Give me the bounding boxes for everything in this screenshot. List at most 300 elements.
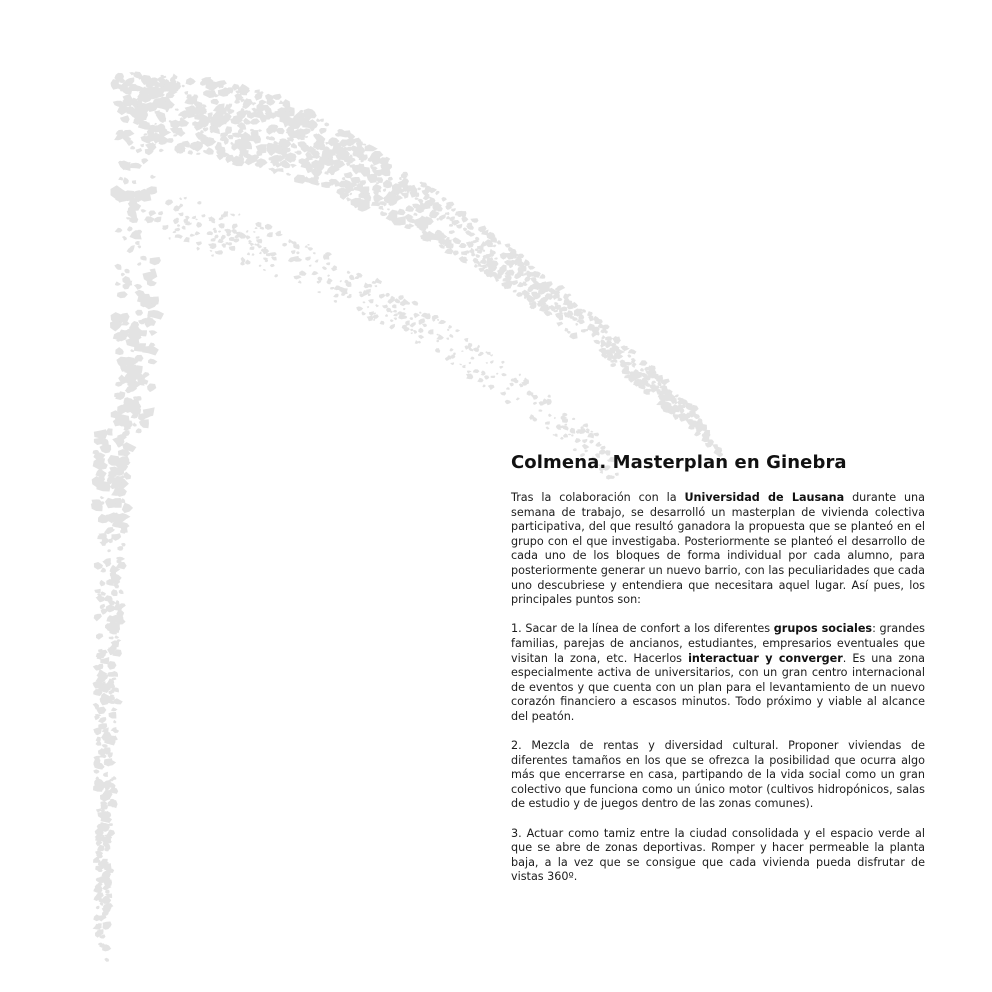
- splash-speck: [145, 216, 155, 223]
- splash-speck: [184, 91, 188, 95]
- splash-speck: [547, 395, 550, 398]
- splash-speck: [436, 340, 439, 342]
- splash-speck: [524, 259, 530, 266]
- splash-speck: [286, 131, 290, 134]
- splash-speck: [392, 304, 397, 308]
- splash-speck: [214, 235, 218, 239]
- splash-speck: [509, 383, 514, 387]
- splash-speck: [414, 313, 421, 318]
- text-block: [511, 452, 925, 900]
- splash-speck: [446, 338, 449, 340]
- splash-speck: [575, 323, 578, 326]
- splash-speck: [563, 426, 569, 431]
- splash-speck: [203, 90, 212, 96]
- splash-speck: [196, 222, 202, 228]
- splash-speck: [266, 253, 270, 256]
- splash-speck: [601, 335, 605, 340]
- splash-speck: [570, 428, 575, 434]
- splash-speck: [451, 208, 456, 212]
- splash-speck: [208, 243, 213, 247]
- splash-speck: [265, 224, 273, 230]
- splash-speck: [103, 772, 108, 777]
- splash-speck: [220, 131, 228, 137]
- splash-speck: [120, 115, 130, 123]
- splash-speck: [211, 99, 220, 105]
- splash-speck: [491, 376, 496, 379]
- splash-speck: [593, 433, 599, 437]
- splash-speck: [252, 253, 255, 256]
- splash-speck: [137, 245, 141, 248]
- splash-speck: [227, 135, 233, 139]
- splash-speck: [568, 434, 572, 436]
- splash-speck: [109, 636, 114, 639]
- splash-speck: [270, 264, 275, 267]
- splash-speck: [487, 352, 491, 355]
- splash-speck: [516, 397, 520, 400]
- splash-speck: [549, 288, 556, 294]
- splash-speck: [494, 257, 498, 259]
- paragraph-point-2: [511, 739, 925, 812]
- splash-speck: [259, 265, 262, 268]
- splash-speck: [501, 361, 504, 364]
- splash-speck: [179, 197, 182, 200]
- splash-speck: [399, 177, 402, 180]
- splash-speck: [419, 312, 421, 314]
- splash-speck: [475, 254, 480, 258]
- splash-speck: [382, 305, 388, 309]
- splash-speck: [422, 324, 427, 328]
- splash-speck: [327, 275, 330, 278]
- splash-speck: [253, 231, 256, 233]
- splash-speck: [111, 533, 121, 541]
- splash-speck: [159, 149, 164, 153]
- splash-speck: [192, 216, 197, 220]
- splash-speck: [124, 269, 129, 274]
- splash-speck: [463, 228, 467, 232]
- splash-speck: [246, 230, 249, 233]
- splash-speck: [104, 958, 109, 962]
- splash-speck: [452, 237, 461, 244]
- splash-speck: [140, 256, 146, 261]
- splash-speck: [471, 253, 475, 256]
- splash-speck: [456, 224, 462, 229]
- splash-speck: [311, 271, 318, 275]
- splash-speck: [186, 94, 192, 99]
- splash-speck: [496, 373, 498, 375]
- splash-speck: [380, 321, 385, 325]
- splash-speck: [249, 247, 254, 251]
- splash-speck: [114, 135, 123, 141]
- splash-speck: [241, 257, 246, 263]
- splash-speck: [519, 374, 521, 377]
- splash-speck: [439, 245, 445, 249]
- splash-speck: [123, 177, 129, 185]
- splash-speck: [484, 375, 489, 379]
- splash-speck: [505, 400, 512, 405]
- splash-speck: [678, 397, 682, 400]
- splash-speck: [500, 391, 506, 395]
- splash-speck: [503, 278, 509, 282]
- splash-speck: [149, 211, 157, 217]
- splash-speck: [418, 187, 422, 190]
- splash-speck: [317, 280, 321, 284]
- splash-speck: [506, 387, 510, 390]
- splash-speck: [600, 348, 606, 353]
- splash-speck: [567, 331, 571, 334]
- splash-speck: [226, 229, 232, 234]
- splash-speck: [232, 224, 238, 230]
- splash-speck: [182, 85, 185, 88]
- splash-speck: [184, 197, 187, 200]
- splash-speck: [123, 472, 131, 480]
- splash-speck: [490, 360, 494, 364]
- splash-speck: [143, 271, 158, 282]
- splash-speck: [324, 122, 329, 126]
- splash-speck: [248, 240, 251, 243]
- splash-speck: [298, 280, 302, 283]
- splash-speck: [387, 208, 390, 210]
- splash-speck: [100, 580, 106, 587]
- splash-speck: [353, 187, 360, 192]
- splash-speck: [263, 269, 266, 271]
- splash-speck: [448, 325, 452, 329]
- splash-speck: [600, 446, 605, 450]
- splash-speck: [258, 129, 262, 132]
- splash-speck: [569, 332, 577, 339]
- splash-speck: [317, 277, 322, 281]
- splash-speck: [109, 712, 117, 719]
- splash-speck: [349, 275, 354, 280]
- splash-speck: [413, 330, 418, 334]
- splash-speck: [122, 236, 127, 241]
- splash-speck: [588, 311, 593, 316]
- splash-speck: [169, 237, 171, 239]
- splash-speck: [98, 717, 106, 723]
- splash-speck: [130, 349, 134, 352]
- splash-speck: [573, 448, 577, 451]
- splash-speck: [140, 144, 144, 147]
- splash-speck: [527, 390, 533, 395]
- splash-speck: [96, 633, 103, 640]
- splash-speck: [111, 79, 120, 90]
- splash-speck: [561, 307, 568, 312]
- splash-speck: [409, 322, 416, 328]
- splash-speck: [202, 214, 206, 217]
- splash-speck: [611, 363, 617, 367]
- splash-speck: [296, 252, 299, 255]
- splash-speck: [351, 198, 362, 207]
- splash-speck: [453, 251, 459, 256]
- splash-speck: [115, 281, 121, 285]
- splash-speck: [177, 224, 180, 227]
- splash-speck: [477, 378, 483, 383]
- splash-speck: [245, 260, 251, 265]
- splash-speck: [415, 340, 419, 344]
- splash-speck: [238, 213, 241, 215]
- splash-speck: [309, 265, 312, 267]
- text-segment-bold: Universidad de Lausana: [684, 491, 845, 504]
- splash-speck: [294, 175, 307, 184]
- splash-speck: [347, 271, 351, 274]
- splash-speck: [100, 444, 112, 454]
- splash-speck: [294, 152, 297, 154]
- splash-speck: [196, 241, 202, 245]
- paragraph-point-3: [511, 827, 925, 885]
- splash-speck: [292, 256, 300, 261]
- splash-speck: [469, 233, 476, 237]
- splash-speck: [196, 153, 201, 155]
- splash-speck: [589, 440, 594, 444]
- splash-speck: [444, 249, 453, 255]
- splash-speck: [154, 123, 157, 125]
- splash-speck: [501, 373, 507, 376]
- splash-speck: [113, 720, 116, 724]
- splash-speck: [173, 231, 177, 233]
- text-segment: : grandes familias, parejas de ancianos, estudiantes, empresarios eventuales que visitan la zona, etc. Hacerlos: [511, 622, 925, 665]
- splash-speck: [389, 324, 395, 330]
- splash-speck: [418, 328, 423, 333]
- splash-speck: [359, 292, 363, 294]
- splash-speck: [211, 238, 216, 241]
- splash-speck: [364, 282, 370, 288]
- splash-speck: [221, 243, 226, 248]
- splash-speck: [587, 433, 594, 439]
- paragraph-intro: [511, 491, 925, 608]
- splash-speck: [363, 301, 366, 303]
- splash-speck: [100, 902, 104, 906]
- splash-speck: [528, 266, 536, 270]
- splash-speck: [533, 402, 537, 405]
- splash-speck: [210, 130, 213, 133]
- splash-speck: [136, 428, 142, 433]
- splash-speck: [196, 247, 200, 251]
- splash-speck: [450, 362, 454, 365]
- splash-speck: [141, 209, 147, 213]
- splash-speck: [290, 164, 297, 168]
- splash-speck: [374, 285, 377, 287]
- splash-speck: [461, 250, 468, 255]
- splash-speck: [127, 226, 133, 231]
- splash-speck: [500, 252, 507, 259]
- splash-speck: [459, 243, 467, 248]
- splash-speck: [118, 177, 123, 181]
- splash-speck: [393, 310, 397, 313]
- splash-speck: [548, 414, 552, 418]
- splash-speck: [135, 241, 140, 245]
- splash-speck: [373, 314, 379, 319]
- splash-speck: [260, 227, 264, 230]
- splash-speck: [473, 369, 480, 373]
- splash-speck: [267, 232, 273, 237]
- text-segment: 1. Sacar de la línea de confort a los diferentes: [511, 622, 774, 636]
- splash-speck: [370, 151, 384, 159]
- splash-speck: [209, 250, 212, 252]
- text-segment: . Es una zona especialmente activa de universitarios, con un gran centro internacional de eventos y que cuenta con un plan para el levantamiento de un nuevo corazón financiero a escasos minutos. Todo próximo y viable al alcance del peatón.: [511, 651, 926, 723]
- splash-speck: [499, 366, 503, 369]
- splash-speck: [133, 422, 137, 426]
- splash-speck: [565, 328, 569, 332]
- splash-speck: [117, 546, 123, 551]
- splash-speck: [305, 256, 310, 260]
- splash-speck: [447, 329, 449, 331]
- splash-speck: [459, 364, 462, 366]
- splash-speck: [111, 707, 118, 711]
- splash-speck: [102, 897, 112, 904]
- splash-speck: [462, 365, 466, 368]
- splash-speck: [369, 311, 374, 316]
- splash-speck: [143, 133, 147, 135]
- splash-speck: [215, 251, 218, 254]
- splash-speck: [101, 744, 108, 748]
- splash-speck: [523, 273, 526, 275]
- splash-speck: [115, 130, 123, 136]
- splash-speck: [524, 276, 530, 282]
- splash-speck: [363, 144, 367, 146]
- splash-speck: [137, 262, 141, 266]
- splash-speck: [200, 81, 205, 86]
- splash-speck: [203, 127, 209, 132]
- splash-speck: [127, 247, 134, 253]
- splash-speck: [96, 809, 102, 813]
- splash-speck: [115, 228, 123, 233]
- splash-speck: [282, 243, 287, 247]
- splash-speck: [467, 371, 472, 374]
- splash-speck: [255, 227, 258, 229]
- splash-speck: [393, 313, 398, 316]
- splash-speck: [315, 259, 319, 262]
- splash-speck: [230, 214, 235, 217]
- splash-speck: [107, 549, 111, 552]
- splash-speck: [229, 237, 235, 241]
- splash-speck: [575, 438, 581, 443]
- splash-speck: [250, 118, 261, 124]
- splash-speck: [158, 211, 163, 215]
- splash-speck: [165, 200, 173, 206]
- splash-speck: [417, 199, 423, 203]
- splash-speck: [307, 244, 310, 246]
- splash-speck: [197, 201, 201, 205]
- text-segment: 3. Actuar como tamiz entre la ciudad consolidada y el espacio verde al que se abre de zonas deportivas. Romper y hacer permeable la planta baja, a la vez que se consigue que cada vivienda pueda disfrutar de vistas 360º.: [511, 826, 925, 884]
- splash-speck: [469, 362, 471, 364]
- splash-speck: [383, 180, 393, 189]
- splash-speck: [367, 315, 374, 321]
- splash-speck: [441, 197, 447, 202]
- splash-speck: [111, 589, 118, 596]
- splash-speck: [286, 173, 291, 176]
- splash-speck: [105, 623, 111, 630]
- splash-speck: [94, 614, 102, 622]
- splash-speck: [245, 157, 254, 166]
- splash-speck: [490, 354, 493, 356]
- splash-speck: [114, 264, 121, 270]
- splash-speck: [450, 348, 454, 352]
- splash-speck: [272, 94, 281, 100]
- splash-speck: [411, 332, 413, 334]
- splash-speck: [305, 136, 308, 138]
- splash-speck: [229, 246, 236, 251]
- splash-speck: [367, 306, 369, 308]
- splash-speck: [94, 589, 100, 594]
- splash-speck: [481, 372, 486, 375]
- splash-speck: [464, 338, 469, 342]
- splash-speck: [513, 290, 517, 293]
- splash-speck: [379, 294, 385, 299]
- splash-speck: [362, 311, 366, 315]
- splash-speck: [134, 284, 142, 290]
- splash-speck: [368, 299, 374, 303]
- splash-speck: [356, 306, 363, 311]
- splash-speck: [393, 317, 397, 320]
- splash-speck: [627, 354, 631, 358]
- splash-speck: [383, 188, 387, 192]
- splash-speck: [130, 163, 142, 169]
- splash-speck: [150, 257, 161, 265]
- splash-speck: [113, 101, 124, 108]
- splash-speck: [375, 278, 382, 284]
- splash-speck: [130, 146, 135, 150]
- splash-speck: [178, 212, 183, 216]
- splash-speck: [243, 118, 251, 125]
- splash-speck: [320, 119, 324, 122]
- splash-speck: [326, 262, 330, 265]
- splash-speck: [255, 222, 261, 227]
- splash-speck: [110, 799, 115, 801]
- splash-speck: [93, 769, 99, 773]
- splash-speck: [274, 274, 278, 277]
- splash-speck: [385, 293, 390, 297]
- text-segment-bold: grupos sociales: [773, 622, 873, 636]
- splash-speck: [175, 109, 179, 111]
- splash-speck: [375, 304, 379, 307]
- splash-speck: [172, 74, 177, 80]
- splash-speck: [256, 239, 262, 244]
- splash-speck: [115, 382, 123, 387]
- splash-speck: [175, 234, 183, 238]
- splash-speck: [582, 439, 587, 444]
- splash-speck: [111, 727, 117, 731]
- splash-speck: [470, 218, 478, 222]
- splash-speck: [493, 245, 497, 248]
- splash-speck: [100, 496, 105, 499]
- splash-speck: [490, 249, 495, 254]
- splash-speck: [554, 417, 556, 419]
- splash-speck: [455, 329, 460, 332]
- splash-speck: [135, 310, 143, 316]
- splash-speck: [139, 419, 149, 428]
- splash-speck: [108, 661, 117, 670]
- splash-speck: [461, 351, 464, 352]
- splash-speck: [205, 147, 214, 154]
- splash-speck: [316, 118, 320, 122]
- splash-speck: [218, 231, 221, 233]
- text-segment: durante una semana de trabajo, se desarrolló un masterplan de vivienda colectiva participativa, del que resultó ganadora la propuesta que se planteó en el grupo con el que investigaba. Posteriormente se planteó el desarrollo de cada uno de los bloques de forma individual por cada alumno, para posteriormente generar un nuevo barrio, con las peculiaridades que cada uno descubriese y entendiera que necesitara aquel lugar. Así pues, los principales puntos son:: [511, 491, 926, 607]
- splash-speck: [119, 589, 124, 594]
- splash-speck: [291, 143, 297, 149]
- splash-speck: [593, 340, 600, 345]
- splash-speck: [524, 378, 527, 381]
- splash-speck: [410, 317, 414, 320]
- splash-speck: [418, 335, 422, 338]
- splash-speck: [95, 714, 101, 717]
- splash-speck: [413, 213, 417, 217]
- splash-speck: [388, 177, 393, 181]
- splash-speck: [132, 180, 137, 184]
- splash-speck: [150, 175, 156, 179]
- splash-speck: [110, 320, 122, 331]
- splash-speck: [428, 329, 434, 334]
- splash-speck: [449, 230, 455, 234]
- splash-speck: [142, 158, 149, 164]
